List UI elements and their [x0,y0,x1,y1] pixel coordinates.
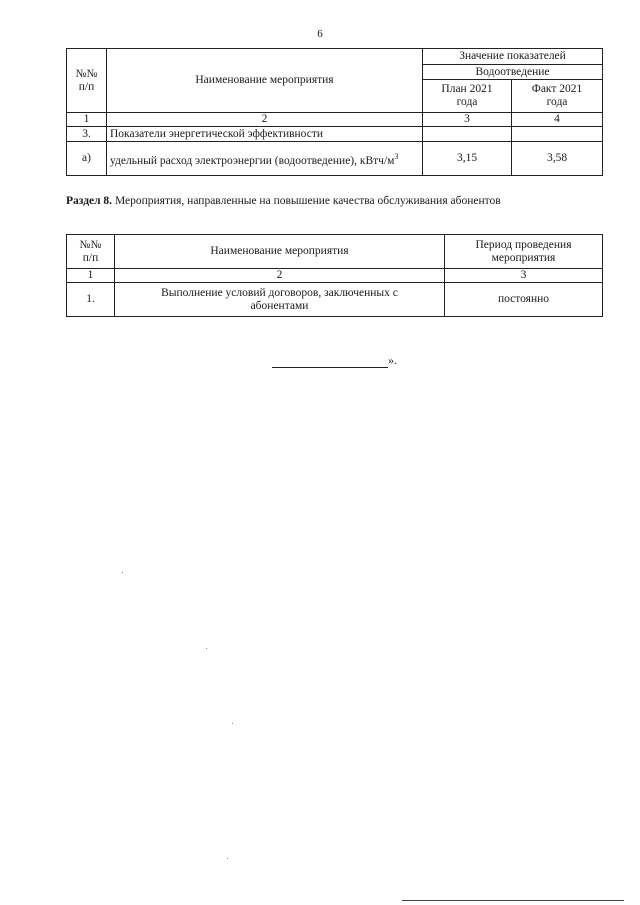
header-plan: План 2021 года [423,80,512,113]
scan-speck [232,723,233,724]
page-number: 6 [317,28,323,40]
header-values: Значение показателей [423,49,603,65]
header-fact: Факт 2021 года [512,80,603,113]
row-a-sup: 3 [394,151,399,161]
section-8-text: Мероприятия, направленные на повышение качества обслуживания абонентов [112,195,501,207]
header-service: Водоотведение [423,65,603,80]
signature-line [272,355,388,368]
t2-col-num-3: 3 [445,269,603,283]
section-8-label: Раздел 8. [66,195,113,207]
row-a-fact: 3,58 [512,142,603,176]
row-a-name-cell [107,142,423,176]
row-section-name: Показатели энергетической эффективности [107,127,423,142]
section-8-heading [66,194,602,209]
scan-speck [227,858,228,859]
t2-header-period: Период проведения мероприятия [445,235,603,269]
t2-header-num: №№ п/п [67,235,115,269]
row-section-fact [512,127,603,142]
t2-row1-num: 1. [67,283,115,317]
col-num-3: 3 [423,113,512,127]
row-a-plan: 3,15 [423,142,512,176]
signoff [272,353,397,368]
row-a-name: удельный расход электроэнергии (водоотведение), кВтч/м [110,154,395,167]
t2-row1-name: Выполнение условий договоров, заключенных с абонентами [115,283,445,317]
scan-speck [206,648,207,649]
signoff-suffix: ». [388,353,397,367]
t2-col-num-2: 2 [115,269,445,283]
scan-speck [122,572,123,573]
row-section-num: 3. [67,127,107,142]
t2-col-num-1: 1 [67,269,115,283]
footer-line [402,900,624,901]
header-name: Наименование мероприятия [107,49,423,113]
header-num: №№ п/п [67,49,107,113]
row-section-plan [423,127,512,142]
col-num-1: 1 [67,113,107,127]
t2-row1-period: постоянно [445,283,603,317]
energy-efficiency-table [66,48,603,176]
col-num-2: 2 [107,113,423,127]
service-quality-table [66,234,603,317]
t2-header-name: Наименование мероприятия [115,235,445,269]
col-num-4: 4 [512,113,603,127]
row-a-num: а) [67,142,107,176]
